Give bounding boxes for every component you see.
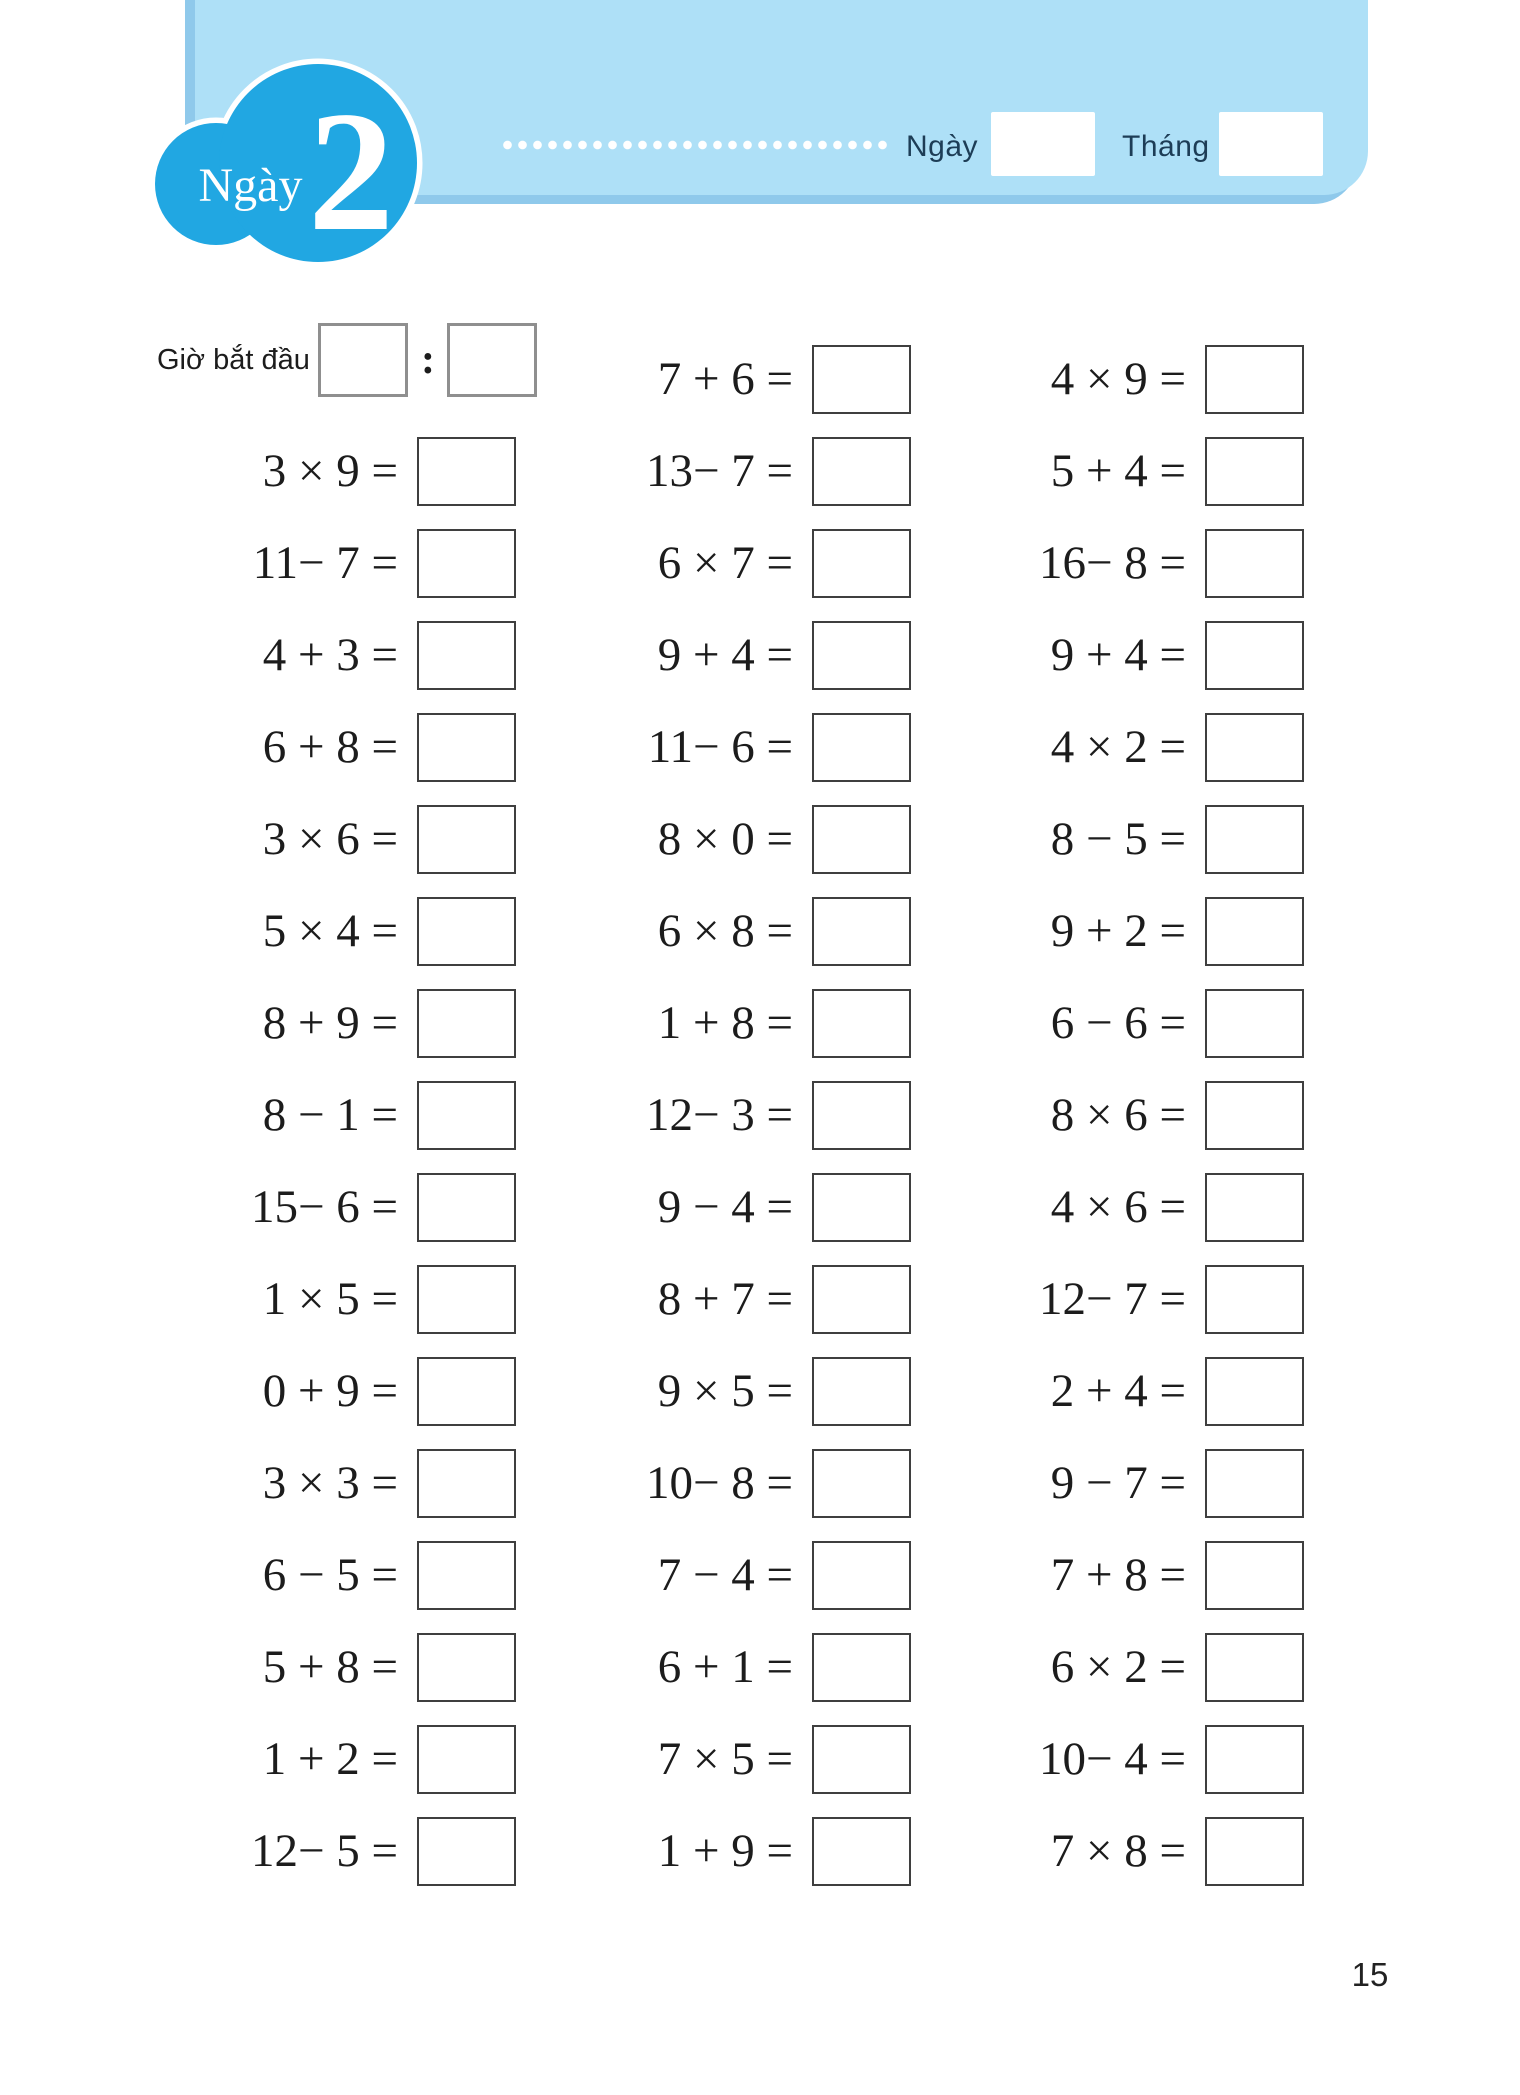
equation-text: 11− 6 = — [647, 721, 793, 773]
equation-text: 8 + 7 = — [657, 1273, 793, 1325]
equation-text: 6 × 8 = — [657, 905, 793, 957]
equation-text: 4 + 3 = — [262, 629, 398, 681]
problem-row — [0, 529, 1520, 598]
equation-text: 4 × 6 = — [1050, 1181, 1186, 1233]
problem-row — [0, 1725, 1520, 1794]
answer-box[interactable] — [1205, 989, 1304, 1058]
equation-text: 8 × 0 = — [657, 813, 793, 865]
header-day-label: Ngày — [906, 130, 979, 163]
answer-box[interactable] — [1205, 621, 1304, 690]
problem-row — [0, 1817, 1520, 1886]
problem-row — [0, 897, 1520, 966]
equation-text: 8 × 6 = — [1050, 1089, 1186, 1141]
answer-box[interactable] — [1205, 345, 1304, 414]
equation-text: 7 × 5 = — [657, 1733, 793, 1785]
equation-text: 12− 5 = — [250, 1825, 398, 1877]
equation-text: 11− 7 = — [252, 537, 398, 589]
equation-text: 7 − 4 = — [657, 1549, 793, 1601]
equation-text: 10− 8 = — [645, 1457, 793, 1509]
equation-text: 3 × 3 = — [262, 1457, 398, 1509]
equation-text: 9 − 7 = — [1050, 1457, 1186, 1509]
equation-text: 6 − 5 = — [262, 1549, 398, 1601]
equation-text: 7 × 8 = — [1050, 1825, 1186, 1877]
problem-row — [0, 1449, 1520, 1518]
problem-row — [0, 1541, 1520, 1610]
equation-text: 7 + 8 = — [1050, 1549, 1186, 1601]
answer-box[interactable] — [1205, 437, 1304, 506]
equation-text: 9 + 4 = — [1050, 629, 1186, 681]
problem-row — [0, 1633, 1520, 1702]
problem-row — [0, 989, 1520, 1058]
equation-text: 1 + 2 = — [262, 1733, 398, 1785]
day-input-box[interactable] — [991, 112, 1095, 176]
equation-text: 4 × 9 = — [1050, 353, 1186, 405]
equation-text: 1 × 5 = — [262, 1273, 398, 1325]
equation-text: 12− 3 = — [645, 1089, 793, 1141]
equation-text: 9 × 5 = — [657, 1365, 793, 1417]
equation-text: 8 − 1 = — [262, 1089, 398, 1141]
problem-row — [0, 1357, 1520, 1426]
page-number: 15 — [1351, 1956, 1389, 1993]
start-time-label: Giờ bắt đầu — [157, 344, 310, 376]
header-month-label: Tháng — [1122, 130, 1210, 163]
equation-text: 2 + 4 = — [1050, 1365, 1186, 1417]
equation-text: 10− 4 = — [1038, 1733, 1186, 1785]
equation-text: 5 + 8 = — [262, 1641, 398, 1693]
equation-text: 13− 7 = — [645, 445, 793, 497]
equation-text: 15− 6 = — [250, 1181, 398, 1233]
answer-box[interactable] — [1205, 1725, 1304, 1794]
equation-text: 6 + 1 = — [657, 1641, 793, 1693]
equation-text: 6 × 2 = — [1050, 1641, 1186, 1693]
answer-box[interactable] — [1205, 1357, 1304, 1426]
equation-text: 7 + 6 = — [657, 353, 793, 405]
equation-text: 5 × 4 = — [262, 905, 398, 957]
answer-box[interactable] — [1205, 713, 1304, 782]
equation-text: 9 − 4 = — [657, 1181, 793, 1233]
equation-text: 12− 7 = — [1038, 1273, 1186, 1325]
answer-box[interactable] — [1205, 1173, 1304, 1242]
badge-day-number: 2 — [308, 77, 394, 267]
equation-text: 6 × 7 = — [657, 537, 793, 589]
problem-row — [0, 1173, 1520, 1242]
equation-text: 1 + 9 = — [657, 1825, 793, 1877]
problem-row — [0, 345, 1520, 414]
equation-text: 8 − 5 = — [1050, 813, 1186, 865]
equation-text: 6 − 6 = — [1050, 997, 1186, 1049]
equation-text: 5 + 4 = — [1050, 445, 1186, 497]
equation-text: 6 + 8 = — [262, 721, 398, 773]
equation-text: 1 + 8 = — [657, 997, 793, 1049]
equation-text: 8 + 9 = — [262, 997, 398, 1049]
answer-box[interactable] — [1205, 1633, 1304, 1702]
equation-text: 4 × 2 = — [1050, 721, 1186, 773]
problem-row — [0, 805, 1520, 874]
month-input-box[interactable] — [1219, 112, 1323, 176]
time-colon: : — [421, 337, 435, 383]
equation-text: 0 + 9 = — [262, 1365, 398, 1417]
problem-row — [0, 1265, 1520, 1334]
answer-box[interactable] — [1205, 1265, 1304, 1334]
equation-text: 3 × 9 = — [262, 445, 398, 497]
equation-text: 9 + 2 = — [1050, 905, 1186, 957]
answer-box[interactable] — [1205, 529, 1304, 598]
answer-box[interactable] — [1205, 1541, 1304, 1610]
badge-day-label: Ngày — [198, 159, 303, 212]
answer-box[interactable] — [1205, 805, 1304, 874]
equation-text: 16− 8 = — [1038, 537, 1186, 589]
equation-text: 9 + 4 = — [657, 629, 793, 681]
problem-row — [0, 713, 1520, 782]
answer-box[interactable] — [1205, 1081, 1304, 1150]
dotted-leader-line — [500, 140, 890, 150]
problem-row — [0, 1081, 1520, 1150]
equation-text: 3 × 6 = — [262, 813, 398, 865]
answer-box[interactable] — [1205, 1449, 1304, 1518]
day-badge — [148, 56, 440, 268]
answer-box[interactable] — [1205, 1817, 1304, 1886]
answer-box[interactable] — [1205, 897, 1304, 966]
problem-row — [0, 621, 1520, 690]
problem-row — [0, 437, 1520, 506]
